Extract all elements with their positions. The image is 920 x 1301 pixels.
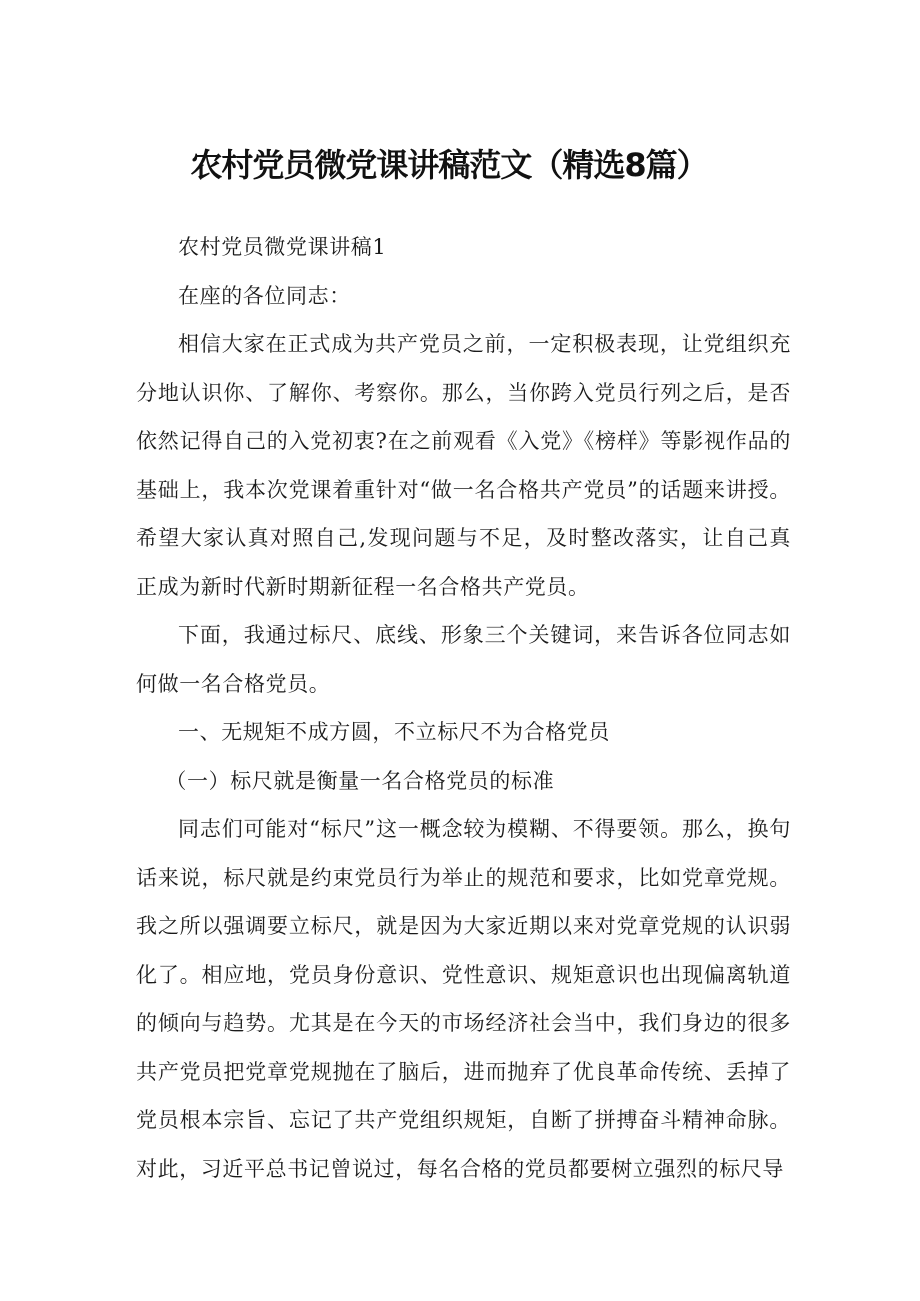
section-heading: 一、无规矩不成方圆，不立标尺不为合格党员 [178, 720, 610, 744]
paragraph-intro: 相信大家在正式成为共产党员之前，一定积极表现，让党组织充分地认识你、了解你、考察你。那么，当你跨入党员行列之后，是否依然记得自己的入党初衷?在之前观看《入党》《榜样》等影视作品的基础上，我本次党课着重针对“做一名合格共产党员”的话题来讲授。希望大家认真对照自己,发现问题与不足，及时整改落实，让自己真正成为新时代新时期新征程一名合格共产党员。 [136, 332, 791, 599]
document-title: 农村党员微党课讲稿范文（精选8篇） [190, 146, 708, 184]
speech-subtitle: 农村党员微党课讲稿1 [178, 235, 387, 259]
paragraph-standard: 同志们可能对“标尺”这一概念较为模糊、不得要领。那么，换句话来说，标尺就是约束党员行为举止的规范和要求，比如党章党规。我之所以强调要立标尺，就是因为大家近期以来对党章党规的认识弱化了。相应地，党员身份意识、党性意识、规矩意识也出现偏离轨道的倾向与趋势。尤其是在今天的市场经济社会当中，我们身边的很多共产党员把党章党规抛在了脑后，进而抛弃了优良革命传统、丢掉了党员根本宗旨、忘记了共产党组织规矩，自断了拼搏奋斗精神命脉。对此，习近平总书记曾说过，每名合格的党员都要树立强烈的标尺导 [136, 817, 791, 1181]
paragraph-keywords: 下面，我通过标尺、底线、形象三个关键词，来告诉各位同志如何做一名合格党员。 [136, 623, 791, 696]
salutation: 在座的各位同志： [178, 283, 351, 308]
document-body [136, 223, 791, 1193]
subsection-heading: （一）标尺就是衡量一名合格党员的标准 [165, 768, 555, 793]
